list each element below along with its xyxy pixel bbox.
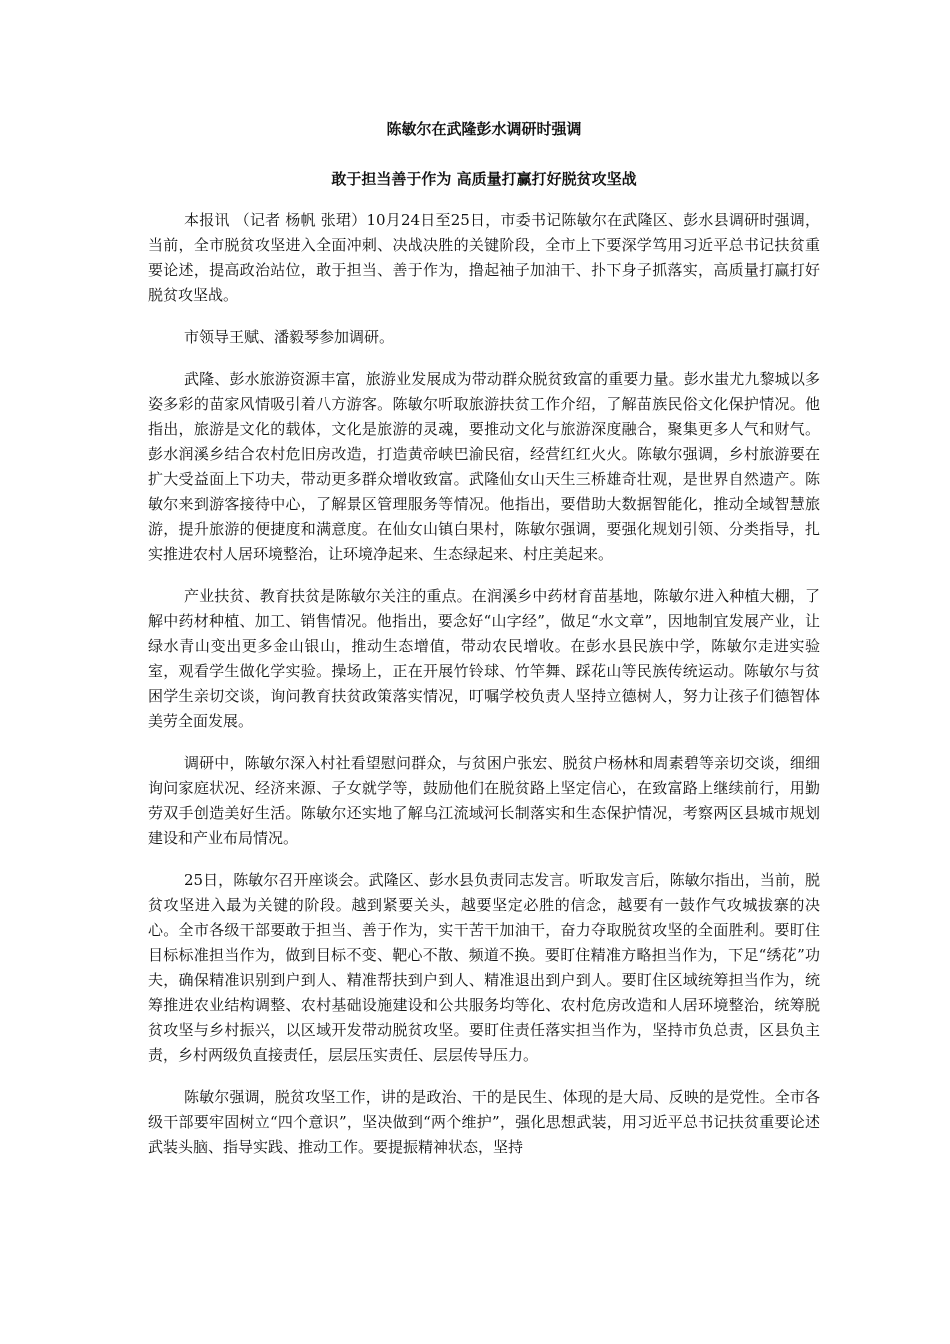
document-subtitle: 敢于担当善于作为 高质量打赢打好脱贫攻坚战: [331, 170, 637, 188]
paragraph-visits: 调研中，陈敏尔深入村社看望慰问群众，与贫困户张宏、脱贫户杨林和周素碧等亲切交谈，细细询问家庭状况、经济来源、子女就学等，鼓励他们在脱贫路上坚定信心，在致富路上继续前行，用勤劳双手创造美好生活。陈敏尔还实地了解乌江流域河长制落实和生态保护情况，考察两区县城市规划建设和产业布局情况。: [148, 754, 820, 847]
paragraph-industry-education: 产业扶贫、教育扶贫是陈敏尔关注的重点。在润溪乡中药材育苗基地，陈敏尔进入种植大棚，了解中药材种植、加工、销售情况。他指出，要念好“山字经”，做足“水文章”，因地制宜发展产业，让绿水青山变出更多金山银山，推动生态增值，带动农民增收。在彭水县民族中学，陈敏尔走进实验室，观看学生做化学实验。操场上，正在开展竹铃球、竹竿舞、踩花山等民族传统运动。陈敏尔与贫困学生亲切交谈，询问教育扶贫政策落实情况，叮嘱学校负责人坚持立德树人，努力让孩子们德智体美劳全面发展。: [148, 587, 820, 730]
paragraph-lead: 本报讯 （记者 杨帆 张珺）10月24日至25日，市委书记陈敏尔在武隆区、彭水县调研时强调，当前，全市脱贫攻坚进入全面冲刺、决战决胜的关键阶段，全市上下要深学笃用习近平总书记扶贫重要论述，提高政治站位，敢于担当、善于作为，撸起袖子加油干、扑下身子抓落实，高质量打赢打好脱贫攻坚战。: [148, 211, 820, 304]
paragraph-attendees: 市领导王赋、潘毅琴参加调研。: [184, 328, 395, 346]
paragraph-tourism: 武隆、彭水旅游资源丰富，旅游业发展成为带动群众脱贫致富的重要力量。彭水蚩尤九黎城以多姿多彩的苗家风情吸引着八方游客。陈敏尔听取旅游扶贫工作介绍，了解苗族民俗文化保护情况。他指出，旅游是文化的载体，文化是旅游的灵魂，要推动文化与旅游深度融合，聚集更多人气和财气。彭水润溪乡结合农村危旧房改造，打造黄帝峡巴渝民宿，经营红红火火。陈敏尔强调，乡村旅游要在扩大受益面上下功夫，带动更多群众增收致富。武隆仙女山天生三桥雄奇壮观，是世界自然遗产。陈敏尔来到游客接待中心，了解景区管理服务等情况。他指出，要借助大数据智能化，推动全域智慧旅游，提升旅游的便捷度和满意度。在仙女山镇白果村，陈敏尔强调，要强化规划引领、分类指导，扎实推进农村人居环境整治，让环境净起来、生态绿起来、村庄美起来。: [148, 370, 820, 563]
paragraph-emphasis: 陈敏尔强调，脱贫攻坚工作，讲的是政治、干的是民生、体现的是大局、反映的是党性。全市各级干部要牢固树立“四个意识”，坚决做到“两个维护”，强化思想武装，用习近平总书记扶贫重要论述武装头脑、指导实践、推动工作。要提振精神状态，坚持: [148, 1088, 820, 1156]
paragraph-symposium: 25日，陈敏尔召开座谈会。武隆区、彭水县负责同志发言。听取发言后，陈敏尔指出，当前，脱贫攻坚进入最为关键的阶段。越到紧要关头，越要坚定必胜的信念，越要有一鼓作气攻城拔寨的决心。全市各级干部要敢于担当、善于作为，实干苦干加油干，奋力夺取脱贫攻坚的全面胜利。要盯住目标标准担当作为，做到目标不变、靶心不散、频道不换。要盯住精准方略担当作为，下足“绣花”功夫，确保精准识别到户到人、精准帮扶到户到人、精准退出到户到人。要盯住区域统筹担当作为，统筹推进农业结构调整、农村基础设施建设和公共服务均等化、农村危房改造和人居环境整治，统筹脱贫攻坚与乡村振兴，以区域开发带动脱贫攻坚。要盯住责任落实担当作为，坚持市负总责，区县负主责，乡村两级负直接责任，层层压实责任、层层传导压力。: [148, 871, 820, 1064]
document-title: 陈敏尔在武隆彭水调研时强调: [386, 120, 582, 138]
document-page: [148, 118, 820, 1160]
